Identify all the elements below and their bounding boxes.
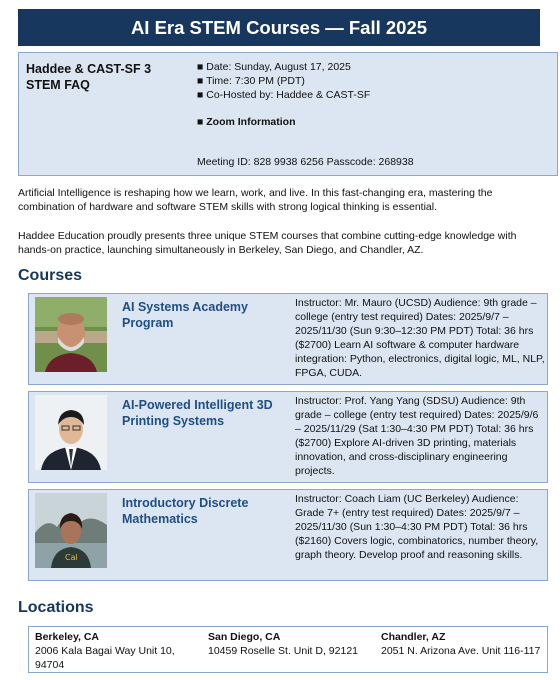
event-time: ■ Time: 7:30 PM (PDT) [197, 75, 305, 87]
location-address: 2051 N. Arizona Ave. Unit 116-117 [381, 645, 541, 657]
courses-heading: Courses [18, 267, 83, 284]
event-title-line-1: Haddee & CAST-SF 3 [26, 62, 152, 76]
event-title-line-2: STEM FAQ [26, 78, 90, 92]
course-title: AI-Powered Intelligent 3D Printing Systems [122, 398, 273, 428]
instructor-photo [35, 395, 107, 470]
location-chandler [381, 630, 551, 658]
locations-heading: Locations [18, 599, 94, 616]
event-title [26, 61, 196, 93]
event-info-box [18, 52, 558, 176]
course-card [28, 391, 548, 483]
course-card [28, 293, 548, 385]
event-date: ■ Date: Sunday, August 17, 2025 [197, 61, 351, 73]
meeting-credentials: Meeting ID: 828 9938 6256 Passcode: 268938 [197, 156, 414, 168]
intro-paragraph-2: Haddee Education proudly presents three unique STEM courses that combine cutting-edge knowledge with hands-on practice, launching simultaneously in Berkeley, San Diego, and Chandler, AZ. [18, 230, 517, 256]
event-details [197, 60, 370, 129]
instructor-photo [35, 493, 107, 568]
course-description: Instructor: Prof. Yang Yang (SDSU) Audience: 9th grade – college (entry test required) Dates: 2025/9/6 – 2025/11/29 (Sat 1:30–4:30 PM PDT) Total: 36 hrs ($2700) Explore AI-driven 3D printing, materials innovation, and cross-disciplinary engineering projects. [295, 395, 539, 477]
location-address: 10459 Roselle St. Unit D, 92121 [208, 645, 359, 657]
intro-paragraph-1: Artificial Intelligence is reshaping how we learn, work, and live. In this fast-changing era, mastering the combination of hardware and software STEM skills with strong logical thinking is essential. [18, 187, 493, 213]
course-description: Instructor: Mr. Mauro (UCSD) Audience: 9th grade – college (entry test required) Dates: 2025/9/7 – 2025/11/30 (Sun 9:30–12:30 PM PDT) Total: 36 hrs ($2700) Learn AI software & computer hardware integration: Python, electronics, digital logic, ML, NLP, FPGA, CUDA. [295, 297, 545, 379]
page-banner: AI Era STEM Courses — Fall 2025 [18, 9, 540, 46]
location-san-diego [208, 630, 378, 658]
zoom-heading: ■ Zoom Information [197, 116, 296, 128]
locations-box [28, 626, 548, 673]
location-name: Berkeley, CA [35, 631, 100, 643]
course-card [28, 489, 548, 581]
event-cohost: ■ Co-Hosted by: Haddee & CAST-SF [197, 89, 371, 101]
course-description: Instructor: Coach Liam (UC Berkeley) Audience: Grade 7+ (entry test required) Dates: 2025/9/7 – 2025/11/30 (Sun 1:30–4:30 PM PDT) Total: 36 hrs ($2160) Covers logic, combinatorics, number theory, graph theory. Develop proof and reasoning skills. [295, 493, 539, 561]
instructor-photo [35, 297, 107, 372]
course-title: Introductory Discrete Mathematics [122, 496, 249, 526]
course-title: AI Systems Academy Program [122, 300, 248, 330]
location-address: 2006 Kala Bagai Way Unit 10, 94704 [35, 645, 175, 671]
location-berkeley [35, 630, 205, 672]
location-name: San Diego, CA [208, 631, 281, 643]
location-name: Chandler, AZ [381, 631, 446, 643]
svg-text:Cal: Cal [65, 553, 78, 562]
